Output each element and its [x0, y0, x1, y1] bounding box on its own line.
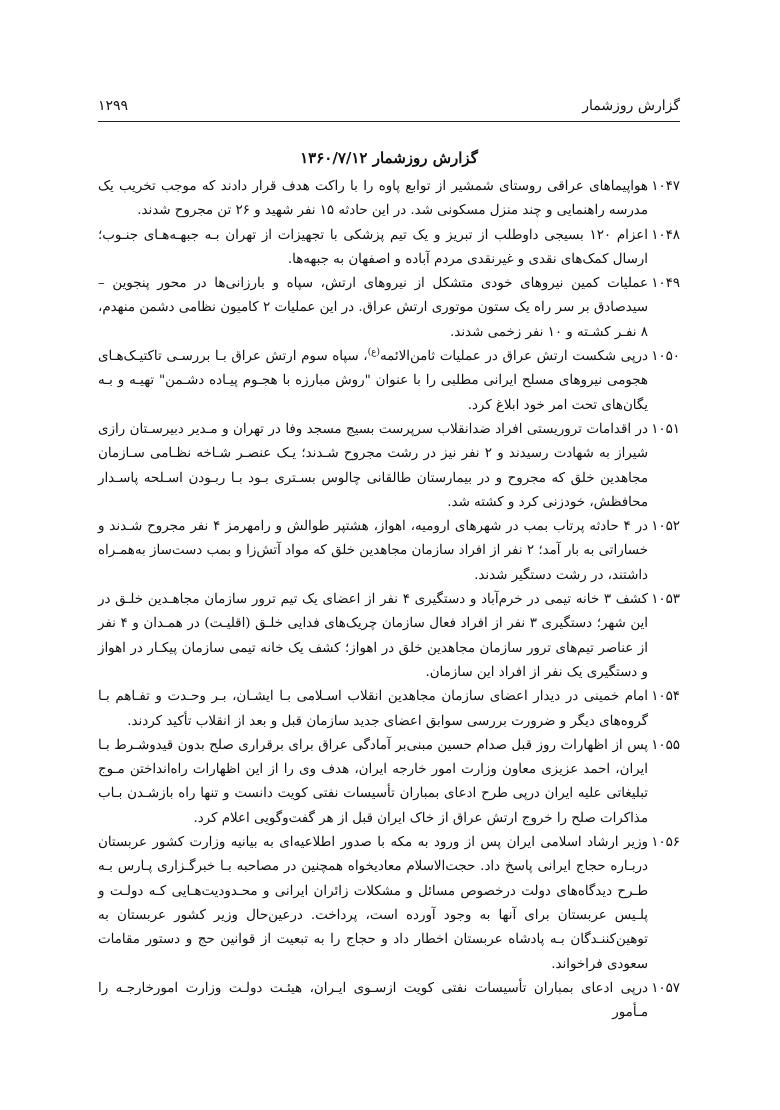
entry-1052 [98, 515, 680, 588]
entry-number: ۱۰۵۶ [651, 835, 680, 851]
entry-text: در ۴ حادثه پرتاب بمب در شهرهای ارومیه، اهواز، هشتپر طوالش و رامهرمز ۴ نفر مجروح شـدند و خساراتی به بار آمد؛ ۲ نفر از افراد سازمان مجاهدین خلق که مواد آتش‌زا و بمب دست‌ساز به‌همـراه داشتند، در رشت دستگیر شدند. [98, 519, 649, 583]
entry-text: کشف ۳ خانه تیمی در خرم‌آباد و دستگیری ۴ نفر از اعضای یک تیم ترور سازمان مجاهـدین خلـق در این شهر؛ دستگیری ۳ نفر از افراد فعال سازمان چریک‌های فدایی خلـق (اقلیـت) در همـدان و ۴ نفر از عناصر تیم‌های ترور سازمان مجاهدین خلق در اهواز؛ کشف یک خانه تیمی سازمان پیکـار در اهواز و دستگیری یک نفر از افراد این سازمان. [98, 592, 648, 680]
entry-1056 [98, 831, 680, 977]
entry-text: وزیر ارشاد اسلامی ایران پس از ورود به مکه با صدور اطلاعیه‌ای به بیانیه وزارت کشور عربستان دربـاره حجاج ایرانی پاسخ داد. حجت‌الاسلام معادیخواه همچنین در مصاحبه بـا خبرگـزاری پـارس بـه طـرح دیدگاه‌های دولت درخصوص مسائل و مشکلات زائران ایرانی و محـدودیت‌هـایی کـه دولـت و پلـیس عربستان برای آنها به وجود آورده است، پرداخت. درعین‌حال وزیر کشور عربستان به توهین‌کننـدگان بـه پادشاه عربستان اخطار داد و حجاج را به تبعیت از قوانین حج و دستور مقامات سعودی فراخواند. [98, 835, 648, 972]
entry-number: ۱۰۵۱ [651, 421, 680, 437]
entry-number: ۱۰۴۹ [651, 276, 680, 292]
running-header [98, 96, 680, 118]
header-divider [98, 121, 680, 122]
entry-text: امام خمینی در دیدار اعضای سازمان مجاهدین انقلاب اسـلامی بـا ایشـان، بـر وحـدت و تفـاهم بـا گروه‌های دیگر و ضرورت بررسی سوابق اعضای جدید سازمان قبل و بعد از انقلاب تأکید کردند. [98, 689, 648, 729]
entry-1051 [98, 418, 680, 515]
page-number: ۱۲۹۹ [98, 98, 129, 114]
entry-text: درپی ادعای بمباران تأسیسات نفتی کویت ازسـوی ایـران، هیئـت دولـت وزارت امورخارجـه را مـأمور [98, 980, 648, 1021]
entry-number: ۱۰۵۰ [651, 349, 680, 365]
entry-1054 [98, 685, 680, 734]
entry-1047 [98, 175, 680, 224]
running-header-title: گزارش روزشمار [582, 98, 680, 114]
entry-text-part2: ، سپاه سوم ارتش عراق بـا بررسـی تاکتیـک‌هـای هجومی نیروهای مسلح ایرانی مطلبی را با عنوان "روش مبارزه با هجـوم پیـاده دشـمن" تهیـه و بـه یگان‌های تحت امر خود ابلاغ کرد. [98, 349, 648, 413]
entry-text: عملیات کمین نیروهای خودی متشکل از نیروهای ارتش، سپاه و بارزانی‌ها در محور پنجوین – سیدصادق بر سر راه یک ستون موتوری ارتش عراق. در این عملیات ۲ کامیون نظامی دشمن منهدم، ۸ نفـر کشـته و ۱۰ نفر زخمی شدند. [98, 276, 648, 340]
entry-number: ۱۰۵۳ [651, 592, 680, 608]
entry-1049 [98, 272, 680, 345]
entry-1057 [98, 977, 680, 1026]
report-title: گزارش روزشمار ۱۳۶۰/۷/۱۲ [300, 149, 478, 167]
entry-1050 [98, 345, 680, 418]
entry-number: ۱۰۵۵ [651, 737, 680, 753]
entry-text-part1: درپی شکست ارتش عراق در عملیات ثامن‌الائمه [379, 349, 648, 365]
entry-number: ۱۰۵۷ [651, 980, 680, 996]
entry-number: ۱۰۵۲ [651, 519, 681, 535]
entry-text: هواپیماهای عراقی روستای شمشیر از توابع پاوه را با راکت هدف قرار دادند که موجب تخریب یک مدرسه راهنمایی و چند منزل مسکونی شد. در این حادثه ۱۵ نفر شهید و ۲۶ تن مجروح شدند. [98, 179, 648, 219]
entry-number: ۱۰۴۷ [651, 179, 680, 194]
entry-number: ۱۰۵۴ [651, 689, 680, 705]
entry-number: ۱۰۴۸ [651, 227, 680, 243]
entry-text: اعزام ۱۲۰ بسیجی داوطلب از تبریز و یک تیم پزشکی با تجهیزات از تهران بـه جبهـه‌هـای جنـوب؛ ارسال کمک‌های نقدی و غیرنقدی مردم آباده و اصفهان به جبهه‌ها. [98, 227, 648, 267]
entry-text: پس از اظهارات روز قبل صدام حسین مبنی‌بر آمادگی عراق برای برقراری صلح بدون قیدوشـرط بـا ایران، احمد عزیزی معاون وزارت امور خارجه ایران، هدف وی را از این اظهارات راه‌انداختن مـوج تبلیغاتی علیه ایران درپی طرح ادعای بمباران تأسیسات نفتی کویت دانست و تنها راه بازشـدن بـاب مذاکرات صلح را خروج ارتش عراق از خاک ایران قبل از هر گفت‌وگویی اعلام کرد. [98, 737, 648, 826]
entries-list [98, 175, 680, 1025]
entry-1055 [98, 734, 680, 831]
footnote-reference: (ع) [367, 347, 380, 358]
entry-1053 [98, 588, 680, 685]
entry-1048 [98, 224, 680, 273]
entry-text: در اقدامات تروریستی افراد ضدانقلاب سرپرست بسیج مسجد وفا در تهران و مـدیر دبیرسـتان رازی شیراز به شهادت رسیدند و ۲ نفر نیز در رشت مجروح شـدند؛ یـک عنصـر شـاخه نظـامی سـازمان مجاهدین خلق که مجروح و در بیمارستان طالقانی چالوس بسـتری بـود بـا ربـودن اسـلحه پاسـدار محافظش، خودزنی کرد و کشته شد. [98, 421, 648, 510]
